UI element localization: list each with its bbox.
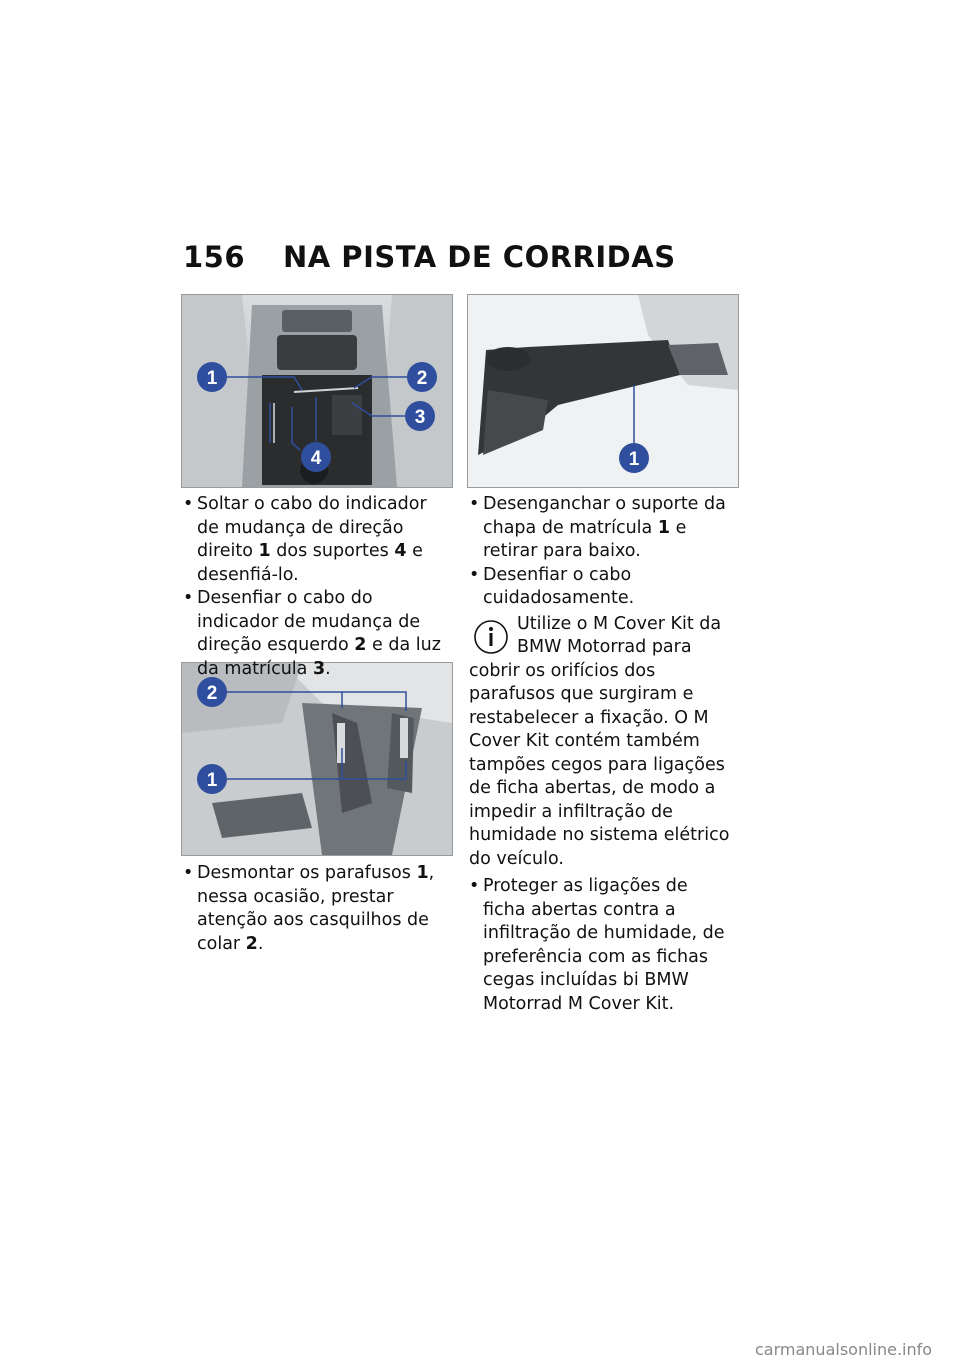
instruction-item: • Soltar o cabo do indicador de mudança de direção direito 1 dos suportes 4 e desenfiá-lo. [183, 493, 449, 587]
callout-1-label: 1 [206, 770, 218, 791]
callout-2-label: 2 [206, 683, 218, 704]
watermark: carmanualsonline.info [755, 1340, 933, 1359]
page-number: 156 [183, 240, 246, 274]
callout-4-label: 4 [310, 448, 322, 469]
figure-under-seat [181, 294, 453, 488]
right-column-text [469, 493, 735, 1016]
instruction-item: • Desenfiar o cabo cuidadosamente. [469, 564, 735, 611]
info-note [469, 613, 735, 872]
callout-3-label: 3 [414, 407, 426, 428]
callout-2-label: 2 [416, 368, 428, 389]
info-note-text: Utilize o M Cover Kit da BMW Motorrad para cobrir os orifícios dos parafusos que surgiram e restabelecer a fixação. O M Cover Kit contém também tampões cegos para ligações de ficha abertas, de modo a impedir a infiltração de humidade no sistema elétrico do veículo. [469, 613, 730, 869]
instruction-item: • Desmontar os parafusos 1, nessa ocasião, prestar atenção aos casquilhos de colar 2. [183, 862, 449, 956]
callout-overlay-2 [182, 663, 452, 855]
page-title: NA PISTA DE CORRIDAS [283, 240, 676, 274]
instruction-item: • Proteger as ligações de ficha abertas contra a infiltração de humidade, de preferência com as fichas cegas incluídas bi BMW Motorrad M Cover Kit. [469, 875, 735, 1016]
callout-overlay [182, 295, 452, 487]
figure-plate-holder [467, 294, 739, 488]
callout-1-label: 1 [206, 368, 218, 389]
figure-plate-screws [181, 662, 453, 856]
info-icon [473, 619, 509, 655]
instruction-item: • Desenganchar o suporte da chapa de matrícula 1 e retirar para baixo. [469, 493, 735, 564]
left-column-text-2 [183, 862, 449, 956]
callout-1-label: 1 [628, 449, 640, 470]
instruction-item: • Desenfiar o cabo do indicador de mudança de direção esquerdo 2 e da luz da matrícula 3. [183, 587, 449, 681]
callout-overlay-3 [468, 295, 738, 487]
left-column-text-1 [183, 493, 449, 681]
